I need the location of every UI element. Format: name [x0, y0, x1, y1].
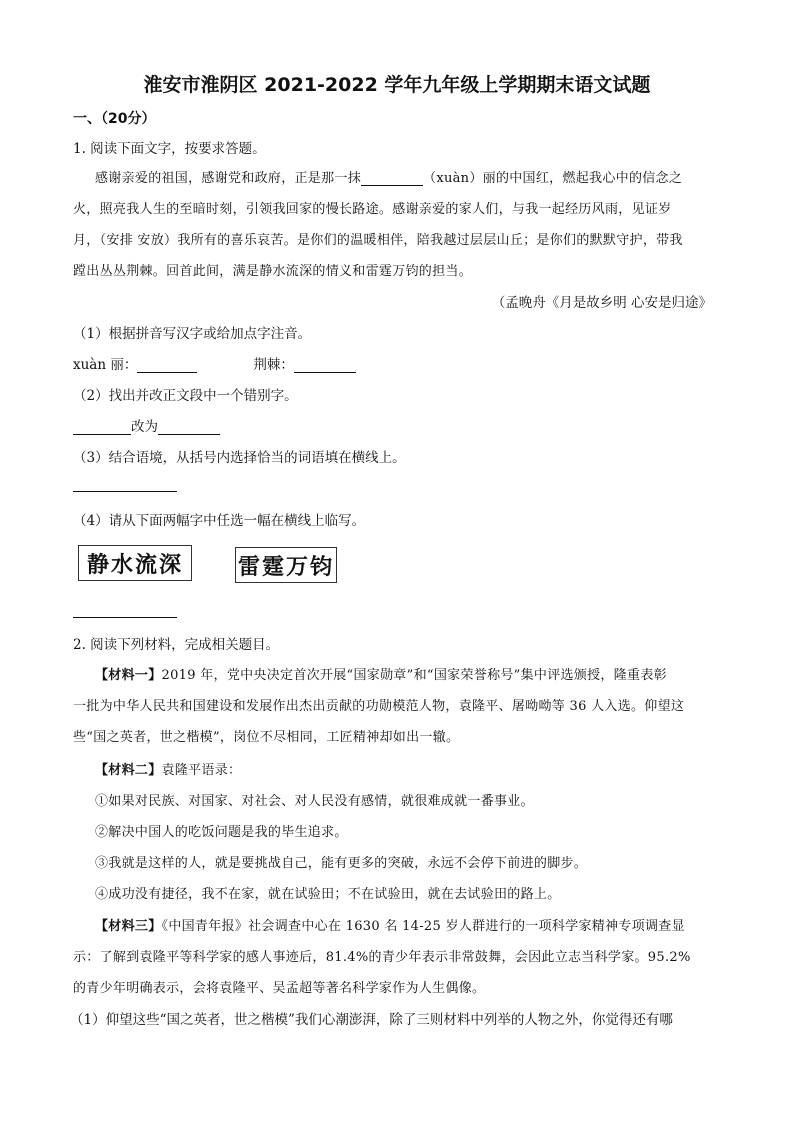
- question-2-prompt: 2. 阅读下列材料，完成相关题目。: [73, 637, 280, 653]
- quote-item: ②解决中国人的吃饭问题是我的毕生追求。: [95, 825, 348, 840]
- quote-item: ④成功没有捷径，我不在家，就在试验田；不在试验田，就在去试验田的路上。: [95, 887, 561, 902]
- answer-blank[interactable]: [73, 491, 177, 492]
- answer-blank[interactable]: [73, 617, 177, 618]
- word-label: 荆棘：: [253, 357, 294, 373]
- change-label: 改为: [131, 419, 158, 435]
- sub-question-2: （2）找出并改正文段中一个错别字。: [73, 388, 298, 404]
- material-label: 【材料三】: [95, 919, 162, 934]
- material-text: 2019 年，党中央决定首次开展“国家勋章”和“国家荣誉称号”集中评选颁授，隆重表彰: [161, 668, 667, 683]
- material-3-line-2: 示：了解到袁隆平等科学家的感人事迹后，81.4%的青少年表示非常鼓舞，会因此立志当科学家。95.2%: [73, 950, 691, 965]
- sub-question-3: （3）结合语境，从括号内选择恰当的词语填在横线上。: [73, 450, 406, 466]
- passage-line-1: [95, 167, 682, 186]
- material-label: 【材料二】: [95, 763, 162, 778]
- question-1-prompt: 1. 阅读下面文字，按要求答题。: [73, 141, 266, 157]
- calligraphy-sample-1: 静水流深: [78, 545, 192, 581]
- sub-question-2-answer: [73, 415, 220, 435]
- section-heading: 一、（20分）: [73, 111, 156, 127]
- sub-question-4: （4）请从下面两幅字中任选一幅在横线上临写。: [73, 513, 366, 529]
- passage-line-2: 火，照亮我人生的至暗时刻，引领我回家的慢长路途。感谢亲爱的家人们，与我一起经历风雨，见证岁: [73, 202, 672, 217]
- material-text: 袁隆平语录：: [161, 763, 242, 778]
- passage-line-4: 蹚出丛丛荆棘。回首此间，满是静水流深的情义和雷霆万钧的担当。: [73, 264, 473, 279]
- answer-blank[interactable]: [137, 358, 197, 373]
- answer-blank[interactable]: [294, 358, 356, 373]
- passage-text: （xuàn）丽的中国红，燃起我心中的信念之: [423, 171, 683, 186]
- material-3-line-3: 的青少年明确表示，会将袁隆平、吴孟超等著名科学家作为人生偶像。: [73, 981, 486, 996]
- page-title: 淮安市淮阴区 2021-2022 学年九年级上学期期末语文试题: [143, 74, 651, 96]
- quote-item: ①如果对民族、对国家、对社会、对人民没有感情，就很难成就一番事业。: [95, 794, 534, 809]
- calligraphy-sample-2: 雷霆万钧: [235, 547, 337, 583]
- passage-source: （孟晚舟《月是故乡明 心安是归途》: [491, 295, 712, 311]
- material-3-line-1: [95, 915, 685, 934]
- passage-line-3: 月，（安排 安放）我所有的喜乐哀苦。是你们的温暖相伴，陪我越过层层山丘；是你们的默默守护，带我: [73, 233, 683, 248]
- material-label: 【材料一】: [95, 668, 162, 683]
- answer-blank[interactable]: [73, 420, 131, 435]
- answer-blank[interactable]: [361, 171, 423, 186]
- answer-blank[interactable]: [158, 420, 220, 435]
- passage-text: 感谢亲爱的祖国，感谢党和政府，正是那一抹: [95, 171, 362, 186]
- material-2-heading: [95, 759, 241, 778]
- pinyin-label: xuàn 丽：: [73, 357, 138, 373]
- material-1-line-2: 一批为中华人民共和国建设和发展作出杰出贡献的功勋模范人物，袁隆平、屠呦呦等 36 人入选。仰望这: [73, 699, 685, 714]
- material-1-line-3: 些“国之英者，世之楷模”，岗位不尽相同，工匠精神却如出一辙。: [73, 730, 460, 745]
- material-1-line-1: [95, 664, 667, 683]
- material-text: 《中国青年报》社会调查中心在 1630 名 14-25 岁人群进行的一项科学家精神专项调查显: [161, 919, 685, 934]
- sub-question-1: （1）根据拼音写汉字或给加点字注音。: [73, 326, 312, 342]
- sub-question-1-answers: [73, 353, 356, 373]
- question-2-sub-1: （1）仰望这些“国之英者，世之楷模”我们心潮澎湃，除了三则材料中列举的人物之外，你觉得还有哪: [70, 1012, 673, 1028]
- quote-item: ③我就是这样的人，就是要挑战自己，能有更多的突破，永远不会停下前进的脚步。: [95, 856, 588, 871]
